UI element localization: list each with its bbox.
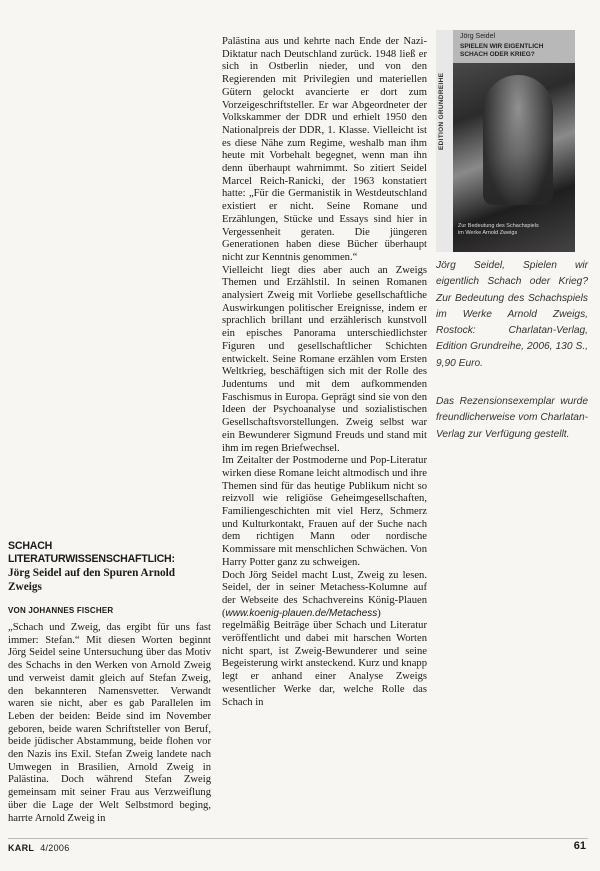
sidebar-column: [436, 30, 588, 443]
article-paragraph: Vielleicht liegt dies aber auch an Zweigs Themen und Erzählstil. In seinen Romanen analysiert Zweig mit Vorliebe gesellschaftliche Auswirkungen politischer Ereignisse, indem er sprachlich brillant und erzählerisch kunstvoll ein episches Panorama unterschiedlichster Figuren und gesellschaftlicher Schichten entwickelt. Seine Romane erzählen vom Ersten Weltkrieg, beschäftigen sich mit der Rolle des Judentums und mit dem aufkommenden Faschismus in Europa. Geprägt sind sie von den Ideen der Psychoanalyse und sozialistischen Gesellschaftsvorstellungen. Zweig selbst war ein Bewunderer Sigmund Freuds und stand mit ihm im regen Briefwechsel.: [222, 264, 427, 454]
book-caption: Jörg Seidel, Spielen wir eigentlich Schach oder Krieg? Zur Bedeutung des Schachspiels im Werke Arnold Zweigs, Rostock: Charlatan-Verlag, Edition Grundreihe, 2006, 130 S., 9,90 Euro.: [436, 260, 588, 369]
book-front: [453, 30, 575, 252]
paragraph-text: Doch Jörg Seidel macht Lust, Zweig zu lesen. Seidel, der in seiner Metachess-Kolumne auf der Webseite des Schachvereins König-Plauen (: [222, 569, 427, 619]
website-link[interactable]: www.koenig-plauen.de/Metachess: [225, 607, 378, 619]
article-column-1: [8, 540, 211, 825]
book-subtitle-line: im Werke Arnold Zweigs: [458, 230, 518, 236]
article-column-2: [222, 36, 427, 709]
article-subtitle: Jörg Seidel auf den Spuren Arnold Zweigs: [8, 567, 176, 593]
article-paragraph: [222, 570, 427, 710]
article-kicker: SCHACH LITERATURWISSENSCHAFTLICH:: [8, 540, 175, 565]
article-paragraph: Im Zeitalter der Postmoderne und Pop-Literatur wirken diese Romane leicht altmodisch und ihre Themen sind für das heutige Publikum nicht so reizvoll wie religiöse Geheimgesellschaften, Familiengeschichten mit viel Herz, Schmerz und Kulturkontakt, Frauen auf der Suche nach dem richtigen Mann oder nordische Kommissare mit menschlichen Schwächen. Von Harry Potter ganz zu schweigen.: [222, 455, 427, 568]
footer-divider: [8, 838, 588, 839]
paragraph-text: ) regelmäßig Beiträge über Schach und Literatur veröffentlicht und dabei mit harschen Worten nicht spart, ist Zweig-Bewunderer und seine Begeisterung wirkt ansteckend. Kurz und knapp legt er anhand einer Analyse Zweigs wesentlicher Werke dar, welche Rolle das Schach in: [222, 607, 427, 708]
article-paragraph: „Schach und Zweig, das ergibt für uns fast immer: Stefan.“ Mit diesen Worten beginnt Jörg Seidel seine Untersuchung über das Motiv des Schachs in den Werken von Arnold Zweig und verweist damit gleich auf Stefan Zweig, den bekannteren Namensvetter. Verwandt waren sie nicht, aber es gab Parallelen im Leben der beiden: Beide sind im November geboren, beide waren Schriftsteller von Beruf, beide jüdischer Abstammung, beide flohen vor den Nazis ins Exil. Stefan Zweig landete nach Umwegen in Brasilien, Arnold Zweig in Palästina. Doch während Stefan Zweig gemeinsam mit seiner Frau aus Verzweiflung über die Lage der Welt Selbstmord beging, harrte Arnold Zweig in: [8, 622, 211, 824]
page-number: 61: [573, 840, 586, 852]
book-spine: [436, 30, 453, 252]
footer-magazine: [8, 843, 70, 853]
book-title: SPIELEN WIR EIGENTLICH SCHACH ODER KRIEG?: [460, 43, 544, 58]
portrait-figure: [483, 75, 553, 205]
book-subtitle-line: Zur Bedeutung des Schachspiels: [458, 223, 539, 229]
book-series-label: EDITION GRUNDREIHE: [438, 72, 445, 150]
issue-number: 4/2006: [40, 843, 70, 853]
book-cover-image: [436, 30, 575, 252]
review-copy-note: Das Rezensionsexemplar wurde freundlicherweise vom Charlatan-Verlag zur Verfügung gestellt.: [436, 396, 588, 440]
magazine-name: KARL: [8, 843, 35, 853]
book-subtitle: [458, 223, 570, 237]
article-byline: VON JOHANNES FISCHER: [8, 606, 114, 615]
article-paragraph: Palästina aus und kehrte nach Ende der Nazi-Diktatur nach Deutschland zurück. 1948 ließ er sich in Ostberlin nieder, und von den Regierenden mit Privilegien und materiellen Gütern gelockt avancierte er dort zum Vorzeigeschriftsteller. Er war Abgeordneter der Volkskammer der DDR und erhielt 1950 den Nationalpreis der DDR, 1. Klasse. Vielleicht ist es diese Nähe zum Regime, weshalb man ihm heute mit Vorbehalt begegnet, wenn man ihn denn überhaupt wahrnimmt. So zitiert Seidel Marcel Reich-Ranicki, der 1963 konstatiert hatte: „Für die Germanistik in Westdeutschland existiert er nicht. Seine Romane und Erzählungen, Stücke und Essays sind hier in Vergessenheit geraten. Die jüngeren Generationen haben diese Bücher überhaupt nicht zur Kenntnis genommen.“: [222, 36, 427, 263]
book-author: Jörg Seidel: [460, 33, 496, 40]
